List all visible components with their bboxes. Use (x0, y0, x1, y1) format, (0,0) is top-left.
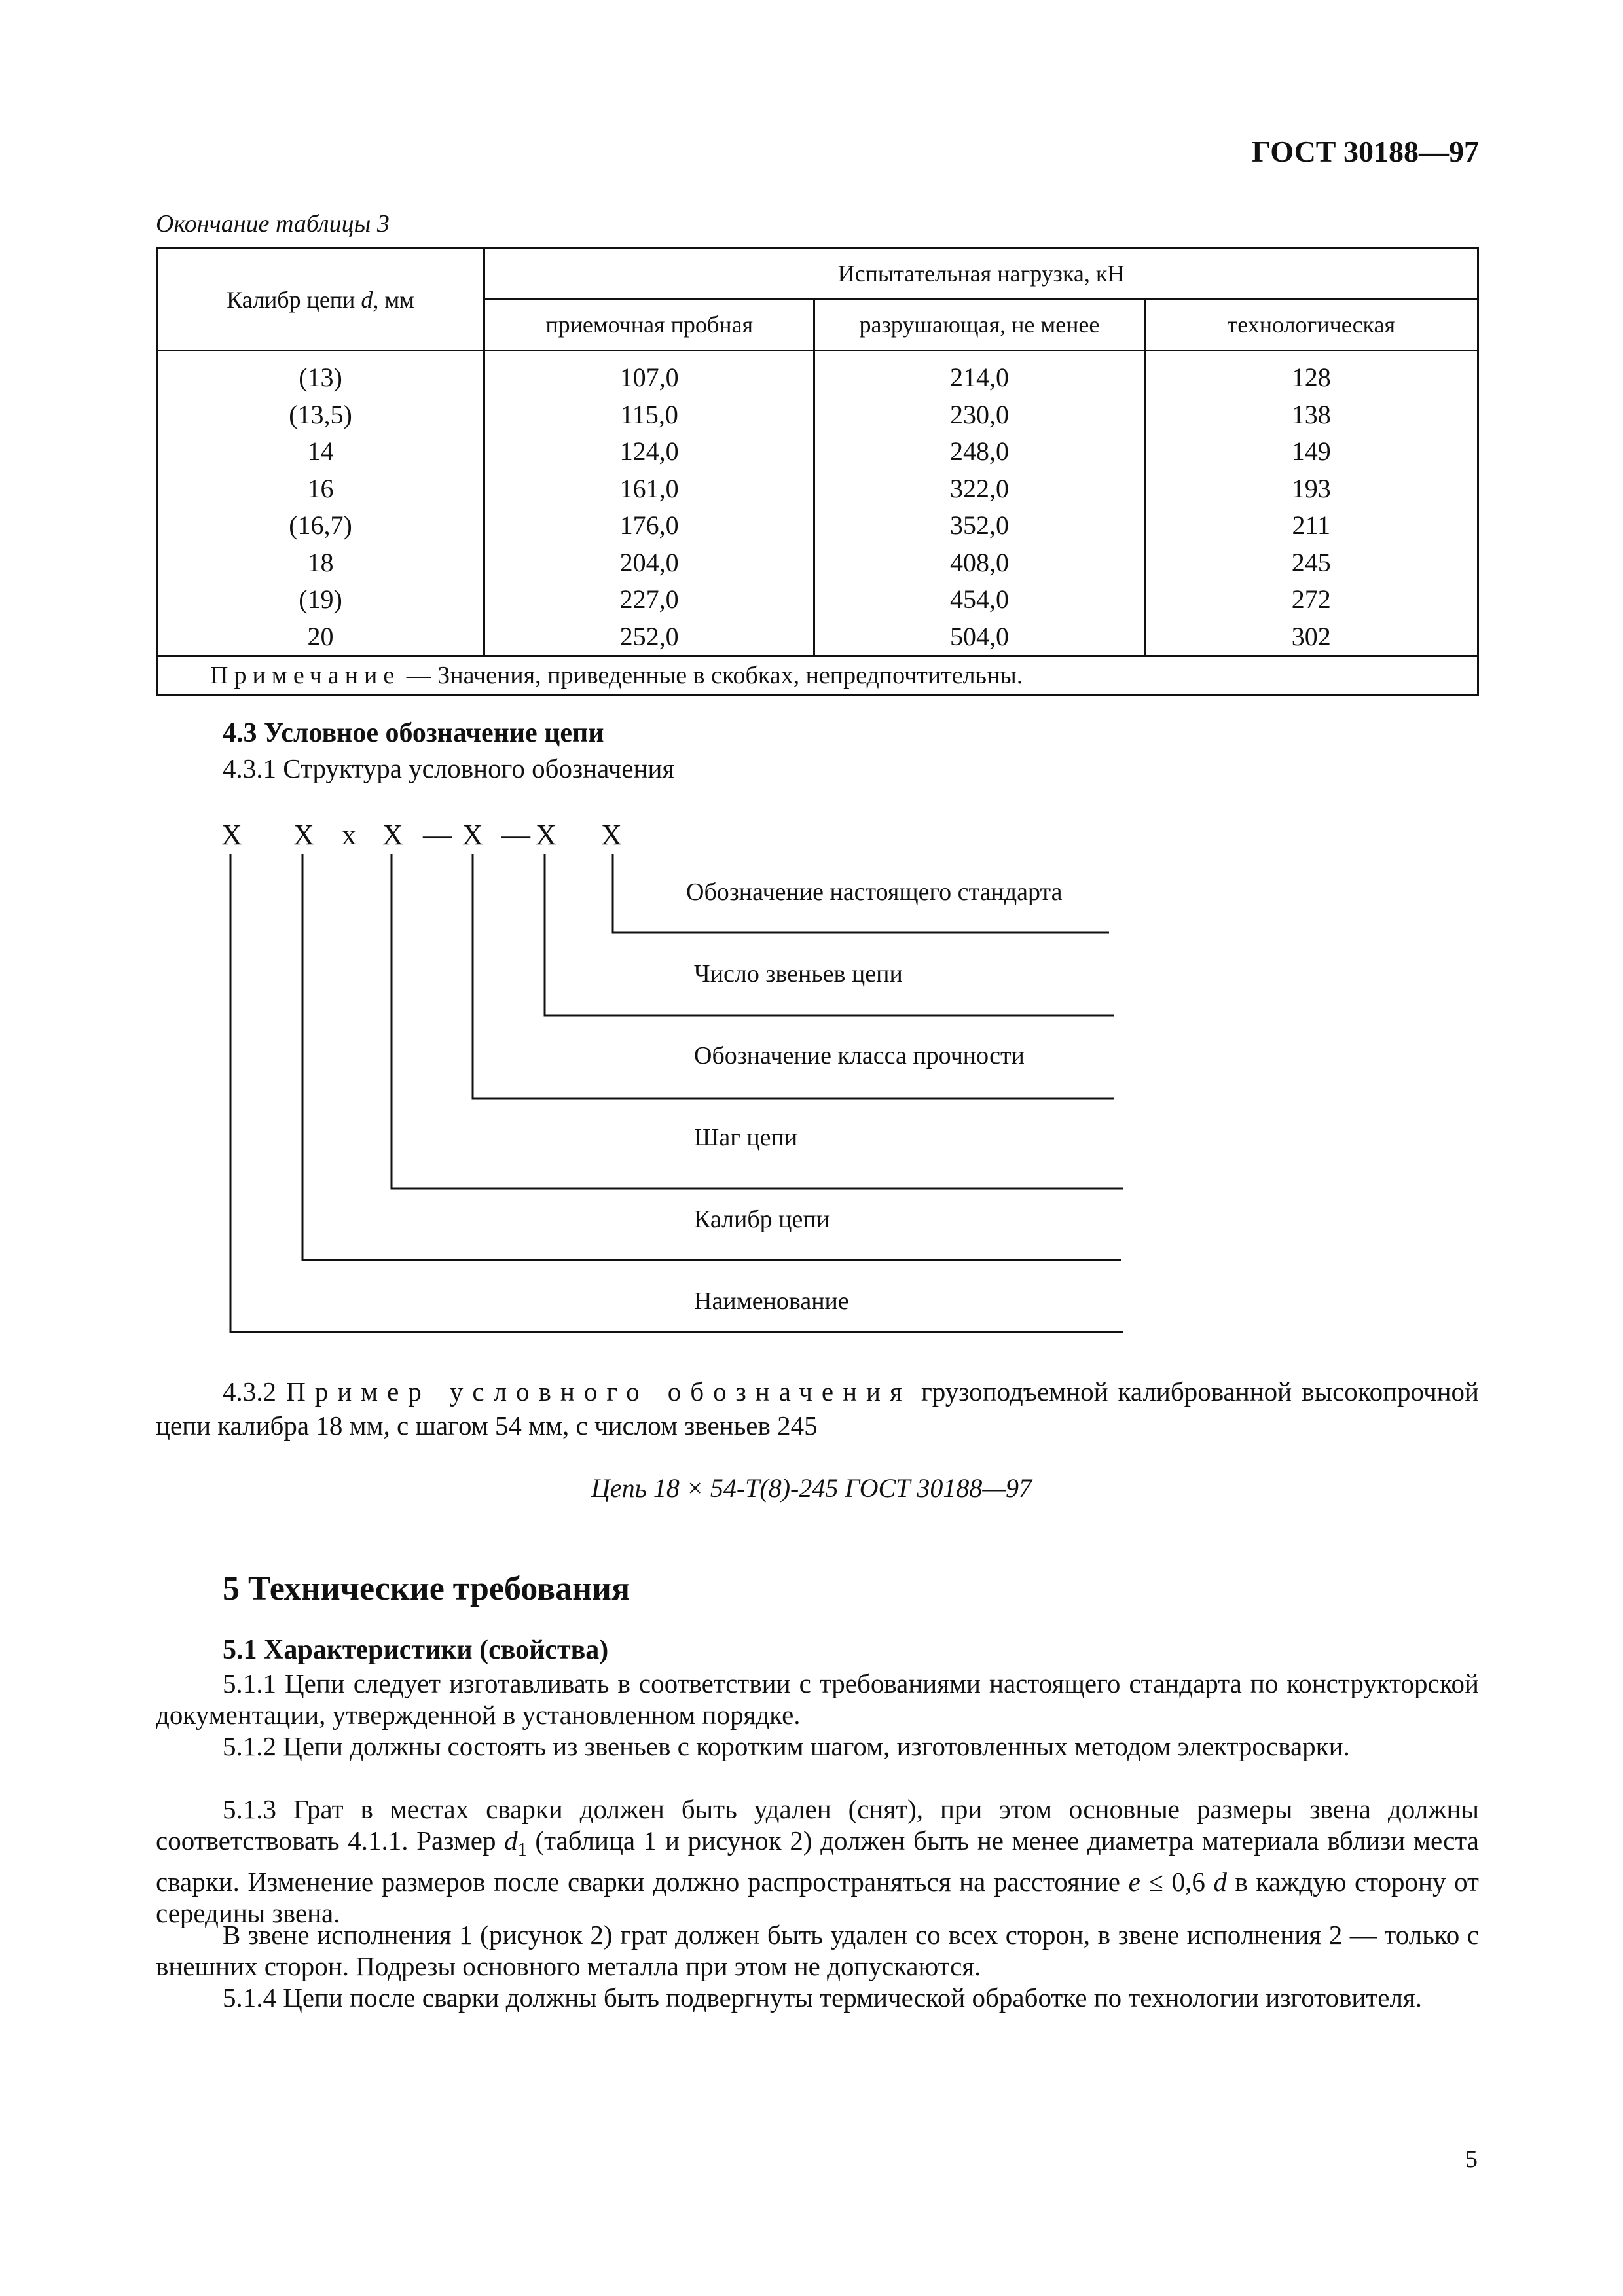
paragraph-4-3-2 (156, 1374, 1479, 1443)
scheme-label-pitch: Шаг цепи (694, 1124, 798, 1151)
cell: (19) (299, 584, 342, 614)
cell: (16,7) (289, 511, 352, 540)
section-5-1-title: 5.1 Характеристики (свойства) (223, 1635, 609, 1665)
document-header: ГОСТ 30188—97 (1252, 135, 1479, 168)
section-4-3-1-title: 4.3.1 Структура условного обозначения (223, 753, 675, 783)
scheme-label-standard: Обозначение настоящего стандарта (686, 878, 1063, 906)
symbol-e: e (1128, 1867, 1140, 1897)
table-caption: Окончание таблицы 3 (156, 210, 390, 238)
cell: 454,0 (949, 584, 1009, 614)
cell: (13) (299, 363, 342, 392)
scheme-label-strength: Обозначение класса прочности (694, 1042, 1025, 1069)
cell: (13,5) (289, 399, 352, 429)
section-4-3-title: 4.3 Условное обозначение цепи (223, 718, 604, 748)
cell: 204,0 (619, 547, 679, 577)
example-number: 4.3.2 (223, 1376, 276, 1407)
paragraph-5-1-3-cont: В звене исполнения 1 (рисунок 2) грат должен быть удален со всех сторон, в звене исполнения 2 — только с внешних сторон. Подрезы основного металла при этом не допускаются. (156, 1920, 1479, 1981)
scheme-label-caliber: Калибр цепи (694, 1206, 830, 1233)
cell: 161,0 (619, 473, 679, 503)
scheme-symbol: X (462, 819, 483, 851)
cell: 107,0 (619, 363, 679, 392)
paragraph-5-1-2: 5.1.2 Цепи должны состоять из звеньев с коротким шагом, изготовленных методом электросварки. (223, 1731, 1350, 1761)
scheme-symbol: — (501, 819, 530, 851)
example-designation: Цепь 18 × 54-Т(8)-245 ГОСТ 30188—97 (591, 1473, 1032, 1503)
cell: 211 (1292, 511, 1331, 540)
sub-header-breaking: разрушающая, не менее (814, 299, 1144, 351)
p513-part: в каждую сторону от середины звена. (156, 1867, 1479, 1929)
cell: 504,0 (949, 621, 1009, 651)
p513-part: 5.1.3 Грат в местах сварки должен быть удален (снят), при этом основные размеры звена должны соответствовать 4.1.1. Размер (156, 1794, 1479, 1856)
scheme-symbol: x (342, 819, 356, 851)
cell: 176,0 (619, 511, 679, 540)
page-number: 5 (1465, 2145, 1478, 2173)
scheme-symbol: X (293, 819, 314, 851)
p513-part: (таблица 1 и рисунок 2) должен быть не менее диаметра материала вблизи места сварки. Изменение размеров после сварки должно распространяться на расстояние (156, 1825, 1479, 1897)
scheme-symbol: X (382, 819, 403, 851)
scheme-label-name: Наименование (694, 1287, 849, 1315)
paragraph-5-1-1: 5.1.1 Цепи следует изготавливать в соответствии с требованиями настоящего стандарта по конструкторской документации, утвержденной в установленном порядке. (156, 1668, 1479, 1730)
sub-header-acceptance: приемочная пробная (484, 299, 814, 351)
scheme-symbol: X (536, 819, 556, 851)
cell: 230,0 (949, 399, 1009, 429)
cell: 352,0 (949, 511, 1009, 540)
paragraph-5-1-3 (156, 1793, 1479, 1929)
cell: 193 (1291, 473, 1331, 503)
group-header: Испытательная нагрузка, кН (484, 249, 1478, 299)
scheme-label-links: Число звеньев цепи (694, 960, 903, 988)
cell: 20 (307, 621, 334, 651)
cell: 138 (1291, 399, 1331, 429)
example-text: грузоподъемной калиброванной высокопрочной цепи калибра 18 мм, с шагом 54 мм, с числом звеньев 245 (156, 1376, 1479, 1441)
cell: 128 (1291, 363, 1331, 392)
cell: 252,0 (619, 621, 679, 651)
sub-header-technological: технологическая (1144, 299, 1478, 351)
cell: 14 (307, 437, 334, 466)
cell: 16 (307, 473, 334, 503)
cell: 227,0 (619, 584, 679, 614)
cell: 248,0 (949, 437, 1009, 466)
col1-header-text: Калибр цепи d, мм (227, 286, 414, 313)
paragraph-5-1-4: 5.1.4 Цепи после сварки должны быть подвергнуты термической обработке по технологии изготовителя. (223, 1982, 1423, 2013)
symbol-d: d (1213, 1867, 1227, 1897)
subscript-1: 1 (517, 1840, 527, 1861)
cell: 115,0 (620, 399, 678, 429)
note-label: Примечание (210, 662, 401, 689)
cell: 149 (1291, 437, 1331, 466)
cell: 214,0 (949, 363, 1009, 392)
cell: 18 (307, 547, 334, 577)
cell: 245 (1291, 547, 1331, 577)
scheme-symbol: — (423, 819, 452, 851)
p513-part: ≤ 0,6 (1140, 1867, 1214, 1897)
note-text: — Значения, приведенные в скобках, непредпочтительны. (400, 662, 1023, 689)
cell: 408,0 (949, 547, 1009, 577)
scheme-symbol: X (601, 819, 622, 851)
cell: 272 (1291, 584, 1331, 614)
symbol-d: d (504, 1825, 518, 1856)
section-5-title: 5 Технические требования (223, 1570, 630, 1607)
cell: 322,0 (949, 473, 1009, 503)
example-label: Пример условного обозначения (286, 1376, 911, 1407)
cell: 124,0 (619, 437, 679, 466)
cell: 302 (1291, 621, 1331, 651)
scheme-symbol: X (221, 819, 242, 851)
